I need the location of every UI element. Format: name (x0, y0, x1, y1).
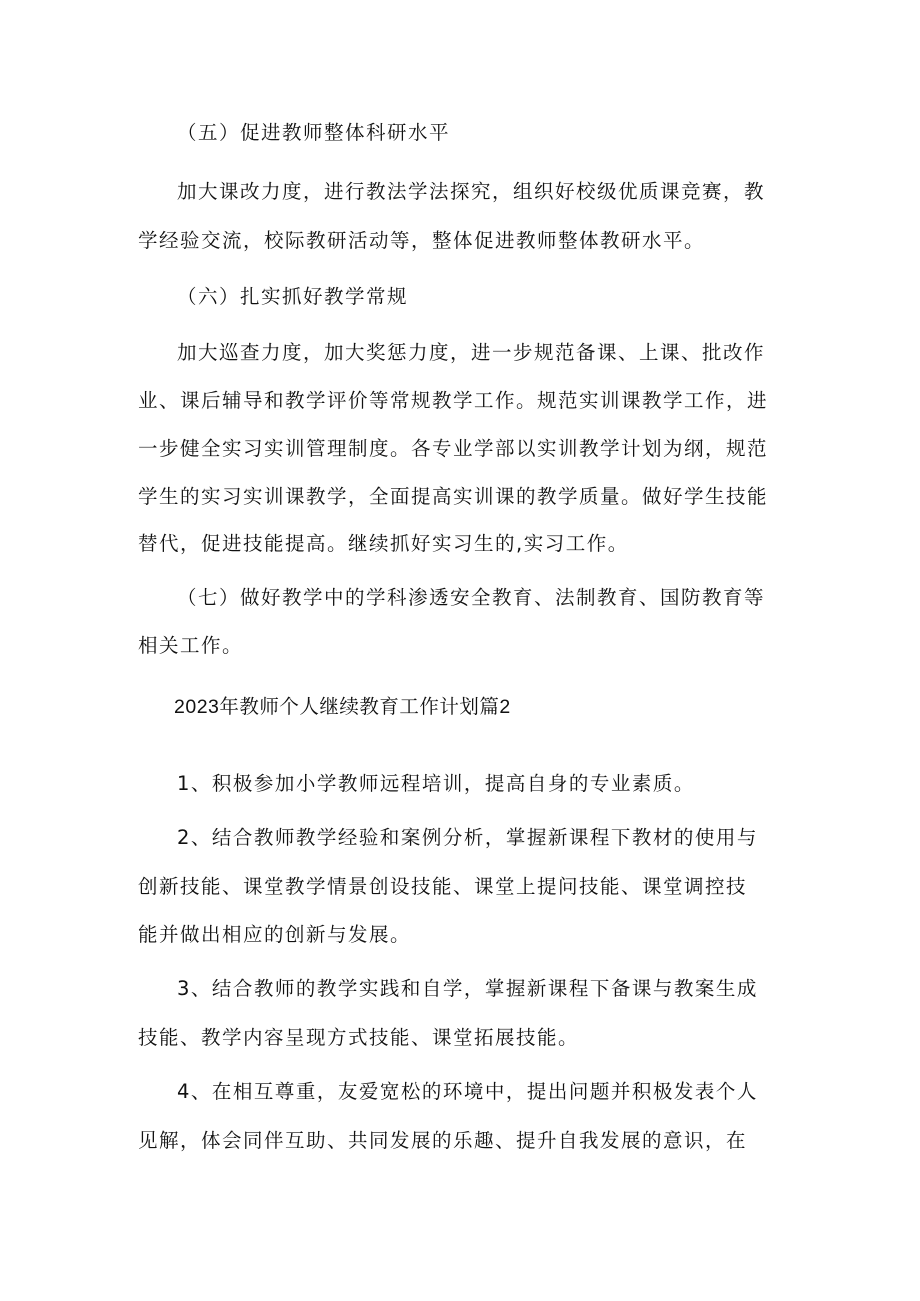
paragraph-line: 技能、教学内容呈现方式技能、课堂拓展技能。 (138, 1026, 580, 1049)
paragraph-line: 一步健全实习实训管理制度。各专业学部以实训教学计划为纲，规范 (138, 437, 769, 460)
article-title: 2023年教师个人继续教育工作计划篇2 (174, 696, 511, 718)
paragraph-line: 加大巡查力度，加大奖惩力度，进一步规范备课、上课、批改作 (177, 341, 766, 364)
paragraph-line: 能并做出相应的创新与发展。 (138, 923, 412, 946)
paragraph-line: 业、课后辅导和教学评价等常规教学工作。规范实训课教学工作，进 (138, 389, 769, 412)
paragraph-line: 学经验交流，校际教研活动等，整体促进教师整体教研水平。 (138, 229, 706, 252)
list-item-2: 2、结合教师教学经验和案例分析，掌握新课程下教材的使用与 (177, 826, 758, 849)
list-item-4: 4、在相互尊重，友爱宽松的环境中，提出问题并积极发表个人 (177, 1080, 758, 1103)
paragraph-line: 学生的实习实训课教学，全面提高实训课的教学质量。做好学生技能 (138, 485, 769, 508)
list-item-3: 3、结合教师的教学实践和自学，掌握新课程下备课与教案生成 (177, 977, 758, 1000)
section-heading-5: （五）促进教师整体科研水平 (177, 121, 451, 144)
paragraph-line: 加大课改力度，进行教法学法探究，组织好校级优质课竞赛，教 (177, 180, 766, 203)
section-heading-7: （七）做好教学中的学科渗透安全教育、法制教育、国防教育等 (177, 586, 766, 609)
paragraph-line: 见解，体会同伴互助、共同发展的乐趣、提升自我发展的意识，在 (138, 1129, 748, 1152)
paragraph-line: 替代，促进技能提高。继续抓好实习生的,实习工作。 (138, 532, 629, 555)
list-item-1: 1、积极参加小学教师远程培训，提高自身的专业素质。 (177, 772, 695, 795)
paragraph-line: 创新技能、课堂教学情景创设技能、课堂上提问技能、课堂调控技 (138, 875, 748, 898)
paragraph-line: 相关工作。 (138, 634, 244, 657)
section-heading-6: （六）扎实抓好教学常规 (177, 285, 409, 308)
